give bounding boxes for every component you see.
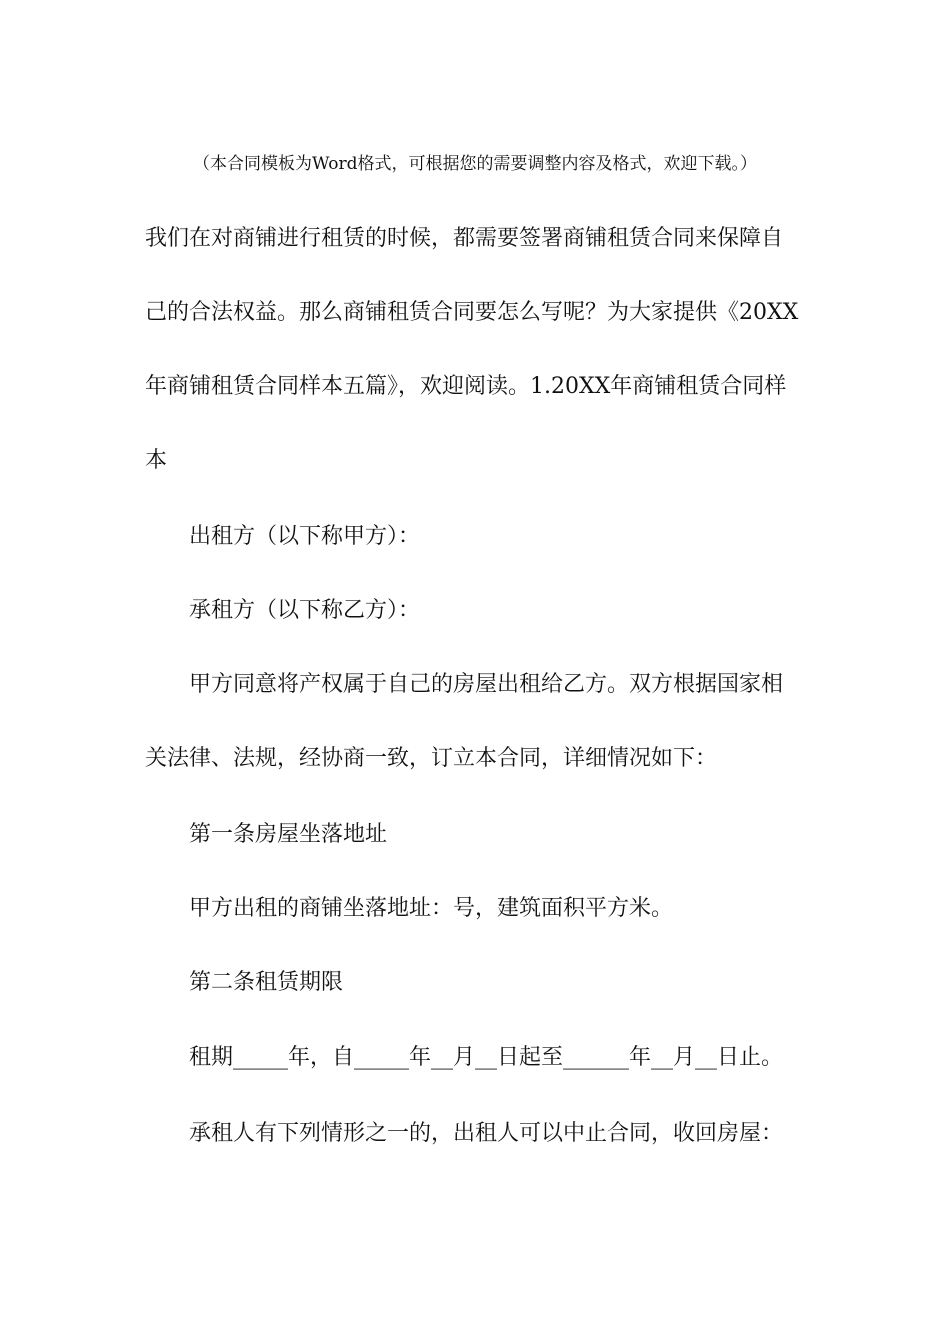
article-2-clause: 承租人有下列情形之一的，出租人可以中止合同，收回房屋： [189, 1121, 784, 1146]
article-1-text: 甲方出租的商铺坐落地址：号，建筑面积平方米。 [189, 896, 674, 921]
lessee-line: 承租方（以下称乙方）： [189, 598, 421, 623]
intro-line-1: 我们在对商铺进行租赁的时候，都需要签署商铺租赁合同来保障自 [145, 226, 784, 251]
intro-line-4: 本 [145, 448, 168, 473]
article-1-title: 第一条房屋坐落地址 [189, 822, 388, 847]
agreement-line-1: 甲方同意将产权属于自己的房屋出租给乙方。双方根据国家相 [189, 672, 784, 697]
intro-line-3: 年商铺租赁合同样本五篇》，欢迎阅读。1.20XX年商铺租赁合同样 [145, 374, 787, 399]
agreement-line-2: 关法律、法规，经协商一致，订立本合同，详细情况如下： [145, 746, 718, 771]
template-note: （本合同模板为Word格式，可根据您的需要调整内容及格式，欢迎下载。） [192, 154, 758, 174]
intro-line-2: 己的合法权益。那么商铺租赁合同要怎么写呢？为大家提供《20XX [145, 300, 799, 325]
article-2-title: 第二条租赁期限 [189, 970, 344, 995]
lessor-line: 出租方（以下称甲方）： [189, 524, 421, 549]
article-2-term: 租期_____年，自_____年__月__日起至______年__月__日止。 [189, 1045, 784, 1070]
